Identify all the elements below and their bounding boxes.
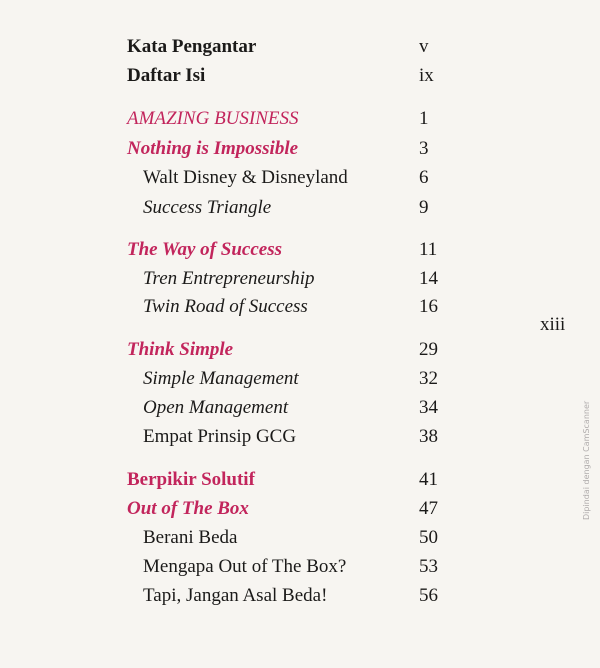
toc-title: Berani Beda xyxy=(143,527,238,548)
toc-title: Tapi, Jangan Asal Beda! xyxy=(143,585,328,606)
toc-page-number: 16 xyxy=(419,296,438,317)
toc-part-berpikir-solutif xyxy=(0,467,600,493)
toc-page-number: 6 xyxy=(419,167,429,188)
toc-entry-daftar-isi xyxy=(0,63,600,89)
toc-section-walt-disney xyxy=(0,165,600,191)
toc-page-number: 47 xyxy=(419,498,438,519)
toc-chapter-the-way-of-success xyxy=(0,237,600,263)
toc-title: AMAZING BUSINESS xyxy=(127,108,299,129)
toc-page-number: 56 xyxy=(419,585,438,606)
toc-page-number: 14 xyxy=(419,268,438,289)
toc-page-number: 41 xyxy=(419,469,438,490)
toc-page-number: 29 xyxy=(419,339,438,360)
toc-title: Simple Management xyxy=(143,368,299,389)
toc-page-number: 3 xyxy=(419,138,429,159)
toc-section-tren-entrepreneurship xyxy=(0,266,600,292)
toc-title: Twin Road of Success xyxy=(143,296,308,317)
toc-page-number: 53 xyxy=(419,556,438,577)
toc-page-number: ix xyxy=(419,65,434,86)
toc-title: Think Simple xyxy=(127,339,234,360)
toc-chapter-think-simple xyxy=(0,337,600,363)
toc-section-open-management xyxy=(0,395,600,421)
toc-page-number: 9 xyxy=(419,197,429,218)
toc-page-number: 34 xyxy=(419,397,438,418)
toc-page-number: 50 xyxy=(419,527,438,548)
toc-section-success-triangle xyxy=(0,195,600,221)
toc-title: Daftar Isi xyxy=(127,65,206,86)
toc-title: Mengapa Out of The Box? xyxy=(143,556,347,577)
toc-title: Success Triangle xyxy=(143,197,272,218)
toc-page-number: 1 xyxy=(419,108,429,129)
toc-part-amazing-business xyxy=(0,106,600,132)
toc-title: Tren Entrepreneurship xyxy=(143,268,315,289)
toc-page-number: v xyxy=(419,36,429,57)
toc-section-simple-management xyxy=(0,366,600,392)
toc-title: Berpikir Solutif xyxy=(127,469,255,490)
toc-entry-kata-pengantar xyxy=(0,34,600,60)
toc-title: Walt Disney & Disneyland xyxy=(143,167,348,188)
page-number: xiii xyxy=(540,314,566,335)
toc-chapter-out-of-the-box xyxy=(0,496,600,522)
toc-page-number: 32 xyxy=(419,368,438,389)
toc-title: Out of The Box xyxy=(127,498,249,519)
scanner-watermark: Dipindai dengan CamScanner xyxy=(582,400,591,520)
toc-section-tapi-jangan-asal-beda xyxy=(0,583,600,609)
toc-page-number: 38 xyxy=(419,426,438,447)
toc-title: The Way of Success xyxy=(127,239,282,260)
toc-title: Nothing is Impossible xyxy=(127,138,299,159)
toc-chapter-nothing-is-impossible xyxy=(0,136,600,162)
toc-title: Open Management xyxy=(143,397,289,418)
toc-page-number: 11 xyxy=(419,239,438,260)
toc-title: Kata Pengantar xyxy=(127,36,257,57)
toc-title: Empat Prinsip GCG xyxy=(143,426,297,447)
toc-section-berani-beda xyxy=(0,525,600,551)
toc-section-twin-road-of-success xyxy=(0,294,600,320)
toc-section-empat-prinsip-gcg xyxy=(0,424,600,450)
toc-section-mengapa-out-of-the-box xyxy=(0,554,600,580)
